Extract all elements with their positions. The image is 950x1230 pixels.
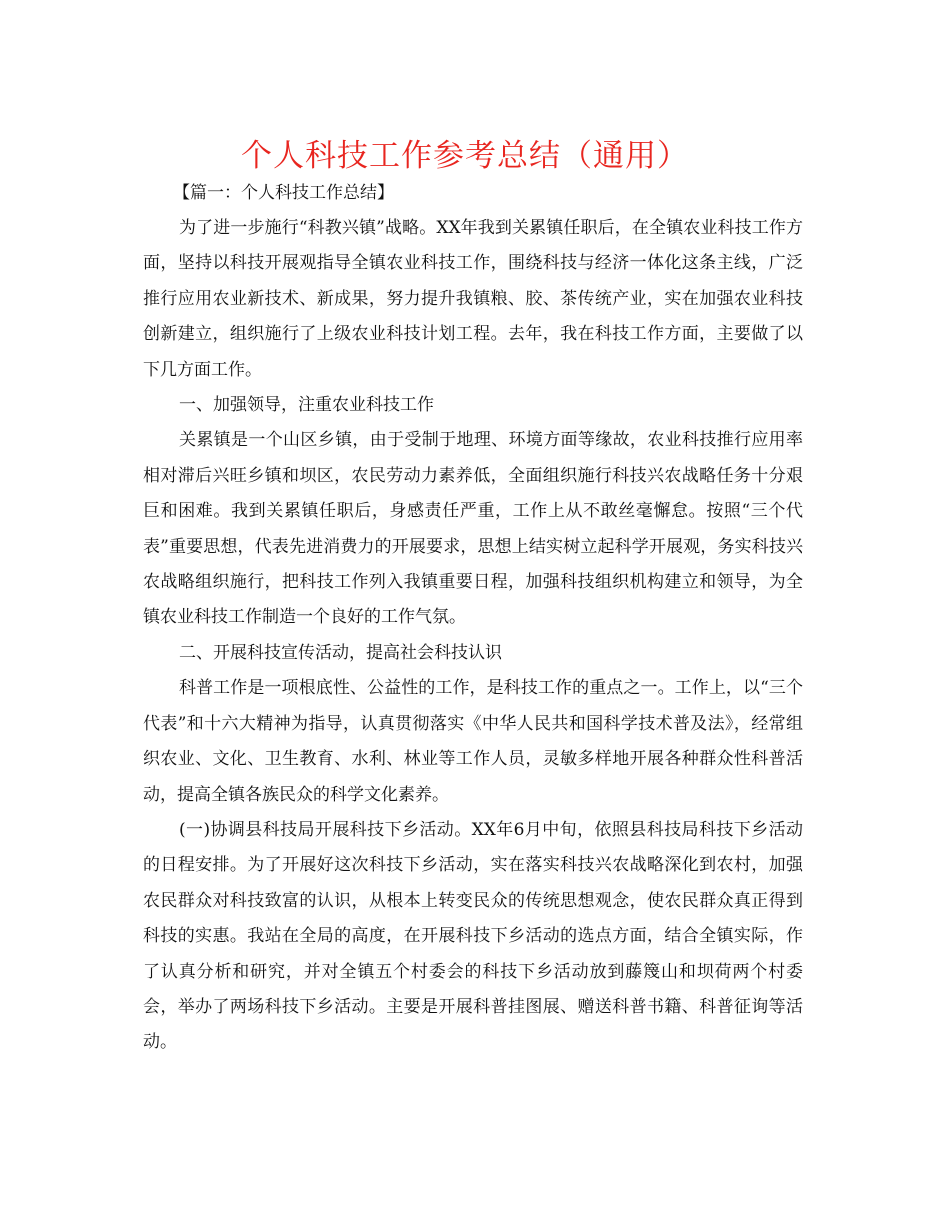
section-heading-1: 一、加强领导，注重农业科技工作 (179, 395, 434, 416)
document-title: 个人科技工作参考总结（通用） (241, 138, 689, 174)
section-heading-2: 二、开展科技宣传活动，提高社会科技认识 (179, 642, 502, 663)
paragraph-leadership: 关累镇是一个山区乡镇，由于受制于地理、环境方面等缘故，农业科技推行应用率相对滞后兴旺乡镇和坝区，农民劳动力素养低，全面组织施行科技兴农战略任务十分艰巨和困难。我到关累镇任职后，身感责任严重，工作上从不敢丝毫懈怠。按照“三个代表”重要思想，代表先进消费力的开展要求，思想上结实树立起科学开展观，务实科技兴农战略组织施行，把科技工作列入我镇重要日程，加强科技组织机构建立和领导，为全镇农业科技工作制造一个良好的工作气氛。 (143, 430, 803, 628)
paragraph-intro: 为了进一步施行“科教兴镇”战略。XX年我到关累镇任职后，在全镇农业科技工作方面，坚持以科技开展观指导全镇农业科技工作，围绕科技与经济一体化这条主线，广泛推行应用农业新技术、新成果，努力提升我镇粮、胶、茶传统产业，实在加强农业科技创新建立，组织施行了上级农业科技计划工程。去年，我在科技工作方面，主要做了以下几方面工作。 (143, 218, 803, 380)
section-label: 【篇一：个人科技工作总结】 (173, 183, 394, 203)
paragraph-science-popularization: 科普工作是一项根底性、公益性的工作，是科技工作的重点之一。工作上，以“三个代表”和十六大精神为指导，认真贯彻落实《中华人民共和国科学技术普及法》，经常组织农业、文化、卫生教育、水利、林业等工作人员，灵敏多样地开展各种群众性科普活动，提高全镇各族民众的科学文化素养。 (143, 678, 803, 805)
document-body (143, 176, 803, 1061)
paragraph-tech-to-countryside: (一)协调县科技局开展科技下乡活动。XX年6月中旬，依照县科技局科技下乡活动的日程安排。为了开展好这次科技下乡活动，实在落实科技兴农战略深化到农村，加强农民群众对科技致富的认识，从根本上转变民众的传统思想观念，使农民群众真正得到科技的实惠。我站在全局的高度，在开展科技下乡活动的选点方面，结合全镇实际，作了认真分析和研究，并对全镇五个村委会的科技下乡活动放到藤篾山和坝荷两个村委会，举办了两场科技下乡活动。主要是开展科普挂图展、赠送科普书籍、科普征询等活动。 (143, 819, 803, 1053)
